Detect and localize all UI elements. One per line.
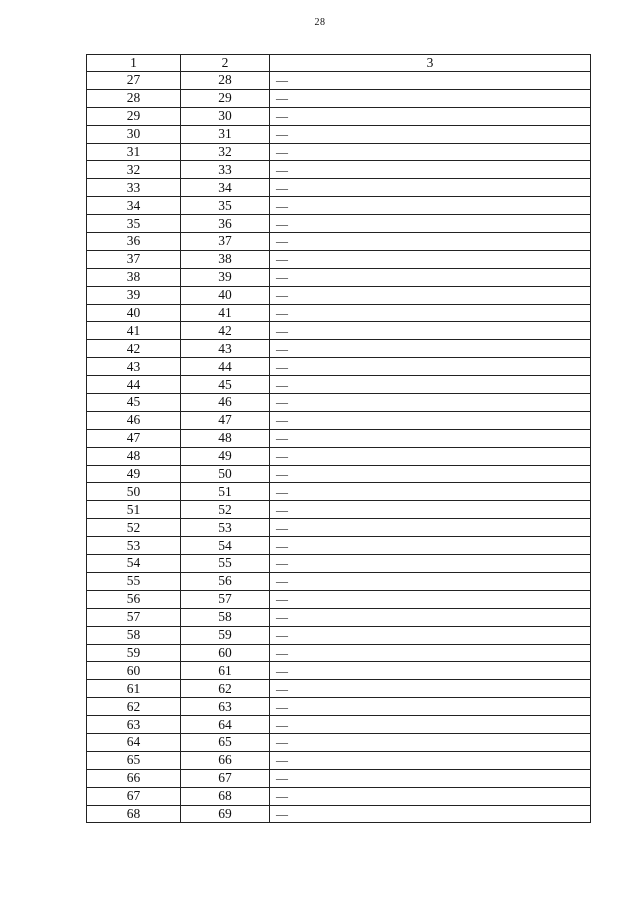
table-cell-col-1: 67 bbox=[87, 787, 181, 805]
table-row bbox=[87, 304, 591, 322]
table-row bbox=[87, 89, 591, 107]
table-row bbox=[87, 358, 591, 376]
table-cell-col-2: 54 bbox=[181, 537, 270, 555]
table-cell-col-2: 69 bbox=[181, 805, 270, 823]
table-cell-col-2: 58 bbox=[181, 608, 270, 626]
table-row bbox=[87, 286, 591, 304]
table-cell-col-1: 57 bbox=[87, 608, 181, 626]
table-cell-col-1: 62 bbox=[87, 698, 181, 716]
table-cell-col-2: 44 bbox=[181, 358, 270, 376]
table-cell-col-2: 31 bbox=[181, 125, 270, 143]
table-cell-col-1: 40 bbox=[87, 304, 181, 322]
table-cell-col-1: 54 bbox=[87, 555, 181, 573]
column-header-3: 3 bbox=[270, 55, 591, 72]
table-row bbox=[87, 680, 591, 698]
table-row bbox=[87, 787, 591, 805]
table-cell-col-1: 42 bbox=[87, 340, 181, 358]
table-cell-col-3: — bbox=[270, 519, 591, 537]
table-cell-col-2: 53 bbox=[181, 519, 270, 537]
table-row bbox=[87, 501, 591, 519]
table-cell-col-1: 48 bbox=[87, 447, 181, 465]
table-cell-col-3: — bbox=[270, 411, 591, 429]
table-cell-col-3: — bbox=[270, 394, 591, 412]
table-cell-col-2: 28 bbox=[181, 72, 270, 90]
table-cell-col-3: — bbox=[270, 644, 591, 662]
table-row bbox=[87, 394, 591, 412]
table-cell-col-3: — bbox=[270, 680, 591, 698]
table-row bbox=[87, 751, 591, 769]
table-cell-col-3: — bbox=[270, 716, 591, 734]
table-row bbox=[87, 429, 591, 447]
table-cell-col-2: 41 bbox=[181, 304, 270, 322]
table-cell-col-2: 67 bbox=[181, 769, 270, 787]
table-cell-col-3: — bbox=[270, 125, 591, 143]
table-cell-col-1: 53 bbox=[87, 537, 181, 555]
table-row bbox=[87, 698, 591, 716]
table-cell-col-3: — bbox=[270, 787, 591, 805]
table-cell-col-1: 43 bbox=[87, 358, 181, 376]
table-cell-col-2: 55 bbox=[181, 555, 270, 573]
table-row bbox=[87, 519, 591, 537]
table-cell-col-2: 37 bbox=[181, 233, 270, 251]
table-cell-col-1: 31 bbox=[87, 143, 181, 161]
table-row bbox=[87, 250, 591, 268]
table-cell-col-2: 38 bbox=[181, 250, 270, 268]
table-row bbox=[87, 483, 591, 501]
table-cell-col-2: 35 bbox=[181, 197, 270, 215]
table-row bbox=[87, 411, 591, 429]
table-cell-col-1: 60 bbox=[87, 662, 181, 680]
table-cell-col-2: 63 bbox=[181, 698, 270, 716]
table-cell-col-1: 30 bbox=[87, 125, 181, 143]
table-cell-col-3: — bbox=[270, 733, 591, 751]
table-cell-col-3: — bbox=[270, 483, 591, 501]
table-cell-col-2: 34 bbox=[181, 179, 270, 197]
table-cell-col-1: 37 bbox=[87, 250, 181, 268]
table-cell-col-1: 47 bbox=[87, 429, 181, 447]
table-cell-col-2: 36 bbox=[181, 215, 270, 233]
table-cell-col-3: — bbox=[270, 89, 591, 107]
table-row bbox=[87, 447, 591, 465]
table-cell-col-3: — bbox=[270, 447, 591, 465]
table-cell-col-1: 51 bbox=[87, 501, 181, 519]
table-cell-col-3: — bbox=[270, 161, 591, 179]
table-body bbox=[87, 72, 591, 823]
table-row bbox=[87, 590, 591, 608]
table-row bbox=[87, 465, 591, 483]
table-cell-col-3: — bbox=[270, 805, 591, 823]
table-header-row bbox=[87, 55, 591, 72]
table-cell-col-2: 64 bbox=[181, 716, 270, 734]
table-cell-col-3: — bbox=[270, 250, 591, 268]
table-cell-col-1: 68 bbox=[87, 805, 181, 823]
table-cell-col-1: 44 bbox=[87, 376, 181, 394]
table-cell-col-2: 52 bbox=[181, 501, 270, 519]
table-row bbox=[87, 72, 591, 90]
table-cell-col-3: — bbox=[270, 268, 591, 286]
table-cell-col-1: 46 bbox=[87, 411, 181, 429]
table-cell-col-1: 38 bbox=[87, 268, 181, 286]
column-header-2: 2 bbox=[181, 55, 270, 72]
table-cell-col-2: 47 bbox=[181, 411, 270, 429]
table-cell-col-2: 45 bbox=[181, 376, 270, 394]
table-row bbox=[87, 179, 591, 197]
table-cell-col-3: — bbox=[270, 340, 591, 358]
table-cell-col-1: 66 bbox=[87, 769, 181, 787]
table-row bbox=[87, 233, 591, 251]
table-cell-col-3: — bbox=[270, 179, 591, 197]
table-cell-col-2: 57 bbox=[181, 590, 270, 608]
table-row bbox=[87, 537, 591, 555]
table-cell-col-1: 49 bbox=[87, 465, 181, 483]
table-row bbox=[87, 107, 591, 125]
table-row bbox=[87, 805, 591, 823]
table-row bbox=[87, 340, 591, 358]
data-table-container bbox=[86, 54, 590, 823]
table-cell-col-3: — bbox=[270, 590, 591, 608]
table-row bbox=[87, 268, 591, 286]
table-cell-col-3: — bbox=[270, 501, 591, 519]
table-cell-col-1: 32 bbox=[87, 161, 181, 179]
table-row bbox=[87, 608, 591, 626]
table-cell-col-1: 55 bbox=[87, 572, 181, 590]
table-cell-col-1: 56 bbox=[87, 590, 181, 608]
table-cell-col-3: — bbox=[270, 429, 591, 447]
table-cell-col-3: — bbox=[270, 358, 591, 376]
table-row bbox=[87, 733, 591, 751]
table-cell-col-2: 42 bbox=[181, 322, 270, 340]
table-row bbox=[87, 572, 591, 590]
page-number: 28 bbox=[314, 17, 326, 28]
table-cell-col-1: 35 bbox=[87, 215, 181, 233]
table-cell-col-3: — bbox=[270, 662, 591, 680]
table-cell-col-3: — bbox=[270, 322, 591, 340]
table-cell-col-1: 27 bbox=[87, 72, 181, 90]
table-row bbox=[87, 662, 591, 680]
table-cell-col-1: 45 bbox=[87, 394, 181, 412]
table-row bbox=[87, 555, 591, 573]
table-cell-col-2: 56 bbox=[181, 572, 270, 590]
table-cell-col-3: — bbox=[270, 698, 591, 716]
table-row bbox=[87, 769, 591, 787]
table-cell-col-3: — bbox=[270, 572, 591, 590]
table-cell-col-3: — bbox=[270, 233, 591, 251]
data-table bbox=[86, 54, 591, 823]
table-cell-col-3: — bbox=[270, 555, 591, 573]
table-cell-col-2: 48 bbox=[181, 429, 270, 447]
table-row bbox=[87, 322, 591, 340]
table-cell-col-1: 59 bbox=[87, 644, 181, 662]
table-cell-col-3: — bbox=[270, 143, 591, 161]
table-row bbox=[87, 716, 591, 734]
table-cell-col-3: — bbox=[270, 376, 591, 394]
table-cell-col-3: — bbox=[270, 304, 591, 322]
table-cell-col-2: 59 bbox=[181, 626, 270, 644]
table-cell-col-1: 34 bbox=[87, 197, 181, 215]
table-cell-col-2: 39 bbox=[181, 268, 270, 286]
table-cell-col-2: 61 bbox=[181, 662, 270, 680]
table-cell-col-2: 51 bbox=[181, 483, 270, 501]
table-cell-col-1: 33 bbox=[87, 179, 181, 197]
table-row bbox=[87, 125, 591, 143]
table-cell-col-1: 63 bbox=[87, 716, 181, 734]
table-cell-col-1: 61 bbox=[87, 680, 181, 698]
table-cell-col-2: 50 bbox=[181, 465, 270, 483]
table-cell-col-3: — bbox=[270, 751, 591, 769]
table-cell-col-2: 43 bbox=[181, 340, 270, 358]
table-cell-col-1: 52 bbox=[87, 519, 181, 537]
table-cell-col-1: 65 bbox=[87, 751, 181, 769]
table-cell-col-3: — bbox=[270, 286, 591, 304]
table-cell-col-3: — bbox=[270, 72, 591, 90]
table-cell-col-1: 36 bbox=[87, 233, 181, 251]
table-cell-col-3: — bbox=[270, 537, 591, 555]
table-cell-col-2: 46 bbox=[181, 394, 270, 412]
table-cell-col-1: 39 bbox=[87, 286, 181, 304]
table-cell-col-3: — bbox=[270, 107, 591, 125]
table-row bbox=[87, 644, 591, 662]
table-row bbox=[87, 197, 591, 215]
table-cell-col-1: 58 bbox=[87, 626, 181, 644]
table-row bbox=[87, 626, 591, 644]
table-cell-col-3: — bbox=[270, 608, 591, 626]
column-header-1: 1 bbox=[87, 55, 181, 72]
table-cell-col-2: 30 bbox=[181, 107, 270, 125]
table-cell-col-2: 32 bbox=[181, 143, 270, 161]
table-cell-col-1: 41 bbox=[87, 322, 181, 340]
table-row bbox=[87, 143, 591, 161]
table-cell-col-2: 62 bbox=[181, 680, 270, 698]
table-cell-col-2: 40 bbox=[181, 286, 270, 304]
table-row bbox=[87, 161, 591, 179]
table-cell-col-3: — bbox=[270, 626, 591, 644]
table-cell-col-3: — bbox=[270, 197, 591, 215]
table-cell-col-3: — bbox=[270, 769, 591, 787]
table-cell-col-1: 28 bbox=[87, 89, 181, 107]
table-cell-col-1: 50 bbox=[87, 483, 181, 501]
table-cell-col-2: 33 bbox=[181, 161, 270, 179]
table-cell-col-2: 29 bbox=[181, 89, 270, 107]
table-row bbox=[87, 376, 591, 394]
table-cell-col-3: — bbox=[270, 465, 591, 483]
table-cell-col-2: 49 bbox=[181, 447, 270, 465]
table-cell-col-2: 68 bbox=[181, 787, 270, 805]
table-cell-col-2: 60 bbox=[181, 644, 270, 662]
table-cell-col-1: 29 bbox=[87, 107, 181, 125]
table-cell-col-2: 65 bbox=[181, 733, 270, 751]
table-row bbox=[87, 215, 591, 233]
table-cell-col-3: — bbox=[270, 215, 591, 233]
table-cell-col-1: 64 bbox=[87, 733, 181, 751]
table-cell-col-2: 66 bbox=[181, 751, 270, 769]
